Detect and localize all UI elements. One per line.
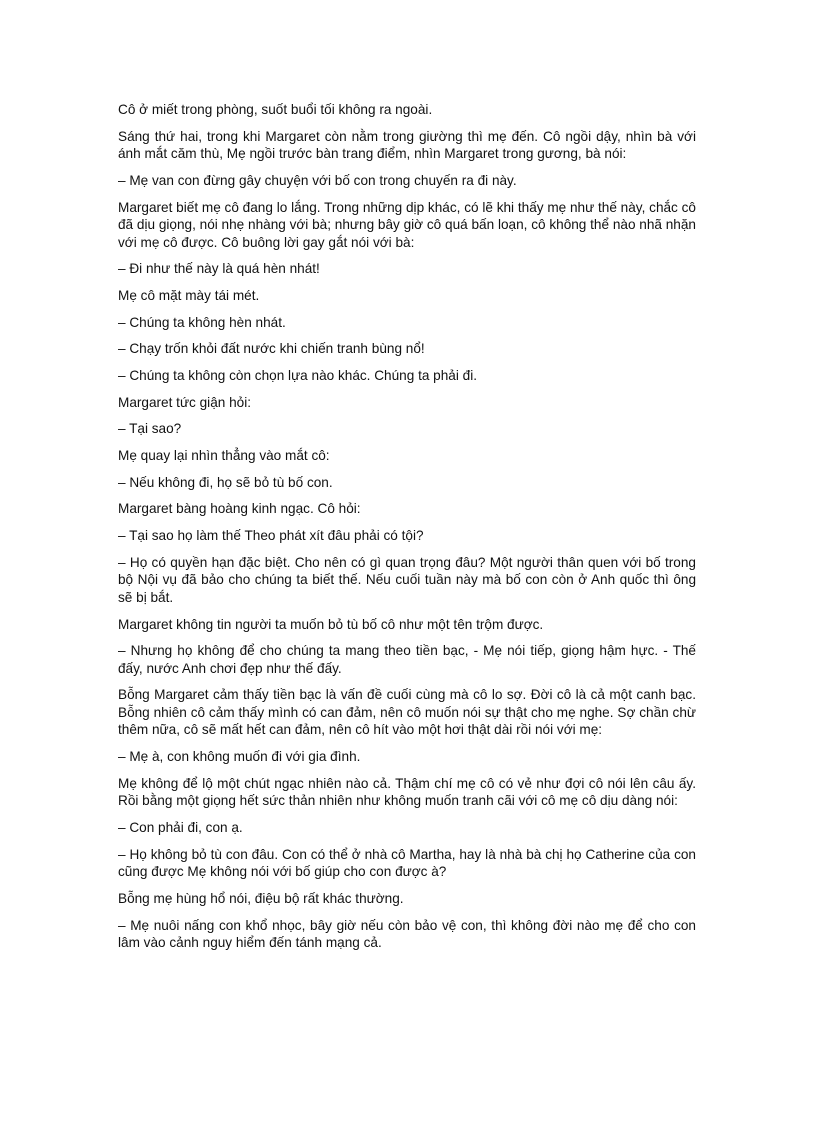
paragraph: Bỗng mẹ hùng hổ nói, điệu bộ rất khác thường. [118,890,404,906]
paragraph: Margaret biết mẹ cô đang lo lắng. Trong những dịp khác, có lẽ khi thấy mẹ như thế này, chắc cô đã dịu giọng, nói nhẹ nhàng với bà; nhưng bây giờ cô quá bấn loạn, cô không thể nào nhã nhặn với mẹ cô được. Cô buông lời gay gắt nói với bà: [118,199,696,250]
document-page [118,101,696,961]
paragraph: Margaret không tin người ta muốn bỏ tù bố cô như một tên trộm được. [118,616,544,632]
paragraph: Mẹ quay lại nhìn thẳng vào mắt cô: [118,448,330,464]
paragraph: – Họ có quyền hạn đặc biệt. Cho nên có gì quan trọng đâu? Một người thân quen với bố trong bộ Nội vụ đã bảo cho chúng ta biết thế. Nếu cuối tuần này mà bố con còn ở Anh quốc thì ông sẽ bị bắt. [118,554,696,605]
paragraph: Mẹ cô mặt mày tái mét. [118,287,260,303]
paragraph: Margaret bàng hoàng kinh ngạc. Cô hỏi: [118,501,361,517]
paragraph: – Đi như thế này là quá hèn nhát! [118,261,320,277]
paragraph: Cô ở miết trong phòng, suốt buổi tối không ra ngoài. [118,102,433,117]
paragraph: – Nếu không đi, họ sẽ bỏ tù bố con. [118,474,333,490]
paragraph: – Họ không bỏ tù con đâu. Con có thể ở nhà cô Martha, hay là nhà bà chị họ Catherine của con cũng được Mẹ không nói với bố giúp cho con được à? [118,846,696,880]
paragraph: Sáng thứ hai, trong khi Margaret còn nằm trong giường thì mẹ đến. Cô ngồi dậy, nhìn bà với ánh mắt căm thù, Mẹ ngồi trước bàn trang điểm, nhìn Margaret trong gương, bà nói: [118,128,696,162]
paragraph: – Mẹ à, con không muốn đi với gia đình. [118,749,361,765]
paragraph: – Nhưng họ không để cho chúng ta mang theo tiền bạc, - Mẹ nói tiếp, giọng hậm hực. - Thế đấy, nước Anh chơi đẹp như thế đấy. [118,643,696,676]
paragraph: Mẹ không để lộ một chút ngạc nhiên nào cả. Thậm chí mẹ cô có vẻ như đợi cô nói lên câu ấy. Rồi bằng một giọng hết sức thản nhiên như không muốn tranh cãi với cô mẹ cô dịu dàng nói: [118,775,696,809]
paragraph: – Tại sao họ làm thế Theo phát xít đâu phải có tội? [118,528,424,544]
paragraph: Margaret tức giận hỏi: [118,394,252,410]
paragraph: Bỗng Margaret cảm thấy tiền bạc là vấn đề cuối cùng mà cô lo sợ. Đời cô là cả một canh bạc. Bỗng nhiên cô cảm thấy mình có can đảm, nên cô muốn nói sự thật cho mẹ nghe. Sợ chần chừ thêm nữa, cô sẽ mất hết can đảm, nên cô hít vào một hơi thật dài rồi nói với mẹ: [118,687,696,738]
paragraph: – Chúng ta không còn chọn lựa nào khác. Chúng ta phải đi. [118,368,478,383]
paragraph: – Mẹ nuôi nấng con khổ nhọc, bây giờ nếu còn bảo vệ con, thì không đời nào mẹ để cho con lâm vào cảnh nguy hiểm đến tánh mạng cả. [118,917,696,950]
paragraph: – Con phải đi, con ạ. [118,819,243,835]
paragraph: – Tại sao? [118,421,182,437]
paragraph: – Chúng ta không hèn nhát. [118,314,286,330]
paragraph: – Mẹ van con đừng gây chuyện với bố con trong chuyến ra đi này. [118,172,517,188]
paragraph: – Chạy trốn khỏi đất nước khi chiến tranh bùng nổ! [118,341,425,357]
